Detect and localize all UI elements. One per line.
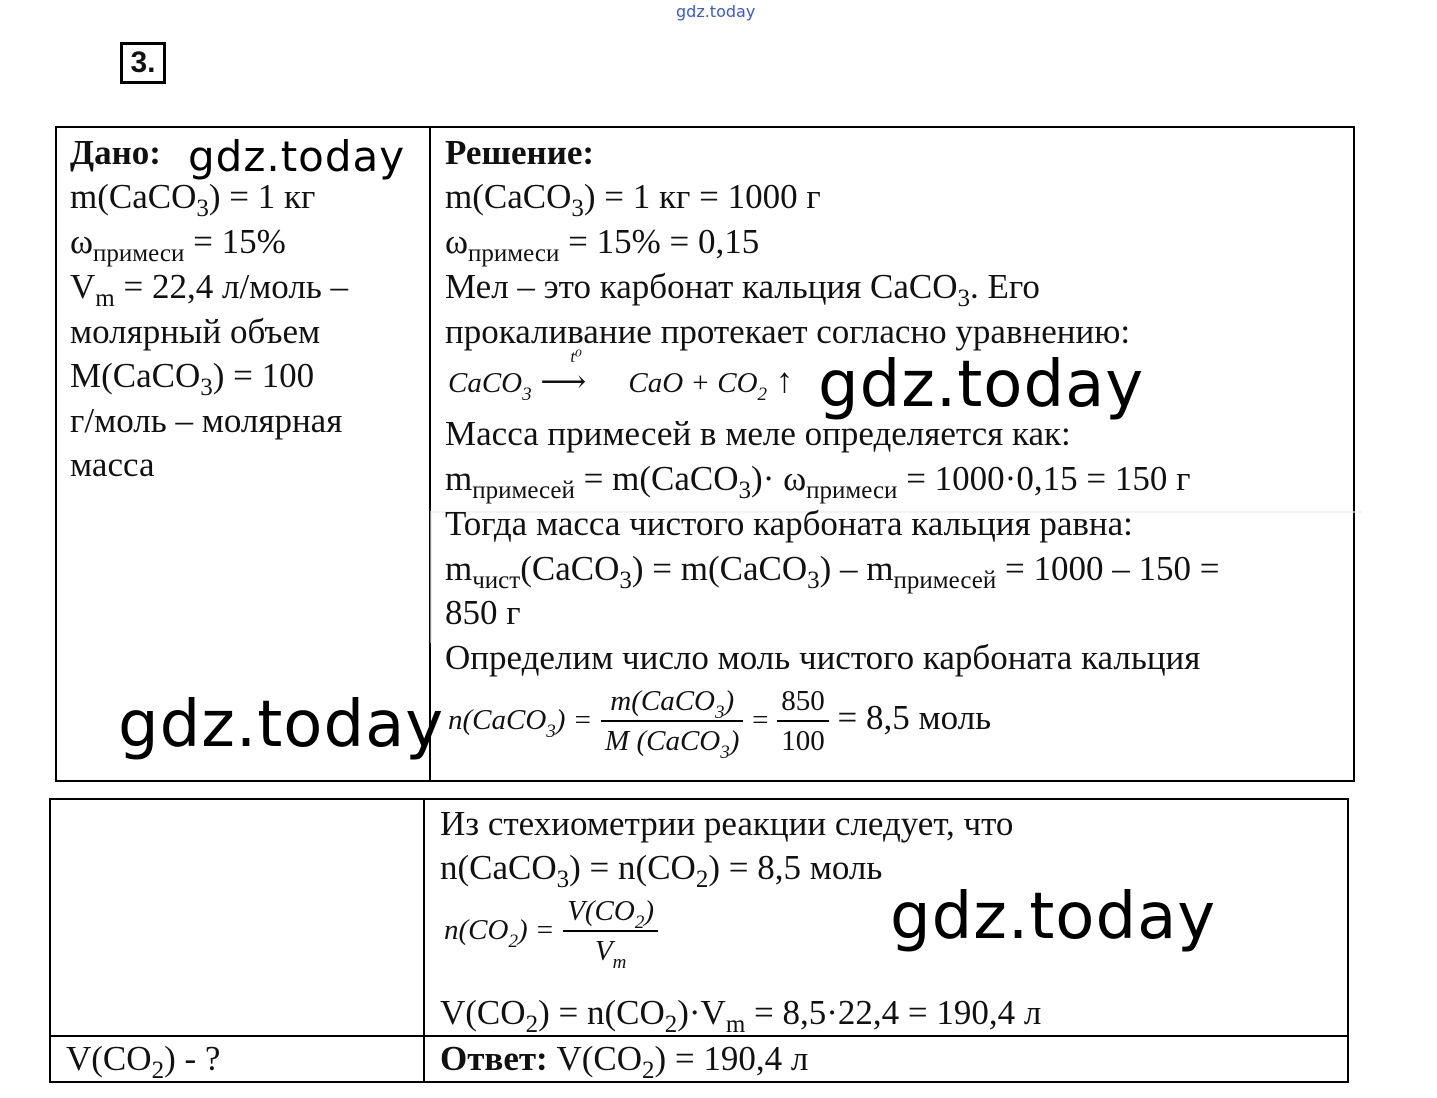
reaction-arrow: ⟶ <box>540 363 587 399</box>
column-divider <box>429 128 431 780</box>
solution-line-impurity: $\omega_{примеси} = 15\% = 0,15$ <box>445 222 760 267</box>
co2-volume-calc: $V(CO_2) = n(CO_2)\cdot V_m = 8,5\cdot 22,4 = 190,4$ л <box>440 993 1042 1038</box>
moles-value-fraction: $\frac{850}{100}$ <box>777 684 829 758</box>
reaction-equation: CaCO$_3$ t⁰ ⟶ CaO + $CO_2$ ↑ <box>448 358 793 406</box>
given-molar-volume-desc: молярный объем <box>70 312 321 351</box>
given-title: Дано: <box>70 133 161 172</box>
moles-formula: n(CaCO$_3$) = $\frac{m(CaCO_3)}{M (CaCO_3)}$ = $\frac{850}{100}$ = 8,5 моль <box>448 685 992 763</box>
temperature-label: t⁰ <box>570 347 582 366</box>
answer: Ответ: $V(CO_2) = 190,4$ л <box>440 1039 809 1084</box>
given-molar-mass: M(CaCO$_3$) = 100 <box>70 356 315 401</box>
top-watermark: gdz.today <box>676 2 756 21</box>
solution-title: Решение: <box>445 133 595 172</box>
solution-line-calcination: прокаливание протекает согласно уравнению: <box>445 312 1131 351</box>
find-value: $V(CO_2)$ - ? <box>66 1039 221 1084</box>
watermark-given: gdz.today <box>188 132 406 181</box>
solution-line-pure-mass: $m_{чист}(CaCO_3)$ = m(CaCO$_3$) – $m_{примесей} = 1000 - 150$ = <box>445 549 1220 594</box>
watermark-bottom: gdz.today <box>890 880 1217 954</box>
given-impurity: $\omega_{примеси} = 15\%$ <box>70 222 286 267</box>
stoichiometry-intro: Из стехиометрии реакции следует, что <box>440 804 1014 843</box>
solution-line-pure-result: 850 г <box>445 593 521 632</box>
solution-line-mass: m(CaCO$_3$) = 1 кг = 1000 г <box>445 177 821 222</box>
watermark-left: gdz.today <box>118 688 445 762</box>
solution-line-impurity-mass-intro: Масса примесей в меле определяется как: <box>445 414 1071 453</box>
solution-line-impurity-mass: $m_{примесей}$ = m(CaCO$_3$)· $\omega_{примеси} = 1000\cdot 0,15 = 150$ г <box>445 459 1191 504</box>
solution-line-chalk: Мел – это карбонат кальция CaCO$_3$. Его <box>445 267 1040 312</box>
solution-line-moles-intro: Определим число моль чистого карбоната кальция <box>445 638 1201 677</box>
task-number: 3. <box>120 42 166 84</box>
co2-fraction: $\frac{V(CO_2)}{V_m}$ <box>563 894 658 968</box>
co2-moles-formula: $n(CO_2)$ = $\frac{V(CO_2)}{V_m}$ <box>444 894 658 968</box>
column-divider <box>423 800 425 1081</box>
moles-fraction: $\frac{m(CaCO_3)}{M (CaCO_3)}$ <box>601 684 743 758</box>
given-molar-mass-desc2: масса <box>70 445 155 484</box>
solution-line-pure-intro: Тогда масса чистого карбоната кальция равна: <box>445 504 1133 543</box>
watermark-equation: gdz.today <box>818 348 1145 422</box>
given-molar-mass-desc1: г/моль – молярная <box>70 401 343 440</box>
given-molar-volume: $V_m = 22,4$ л/моль – <box>70 267 349 312</box>
stoichiometry-equality: n(CaCO$_3$) = $n(CO_2) = 8,5$ моль <box>440 848 883 893</box>
given-mass: m(CaCO$_3$) = 1 кг <box>70 177 316 222</box>
